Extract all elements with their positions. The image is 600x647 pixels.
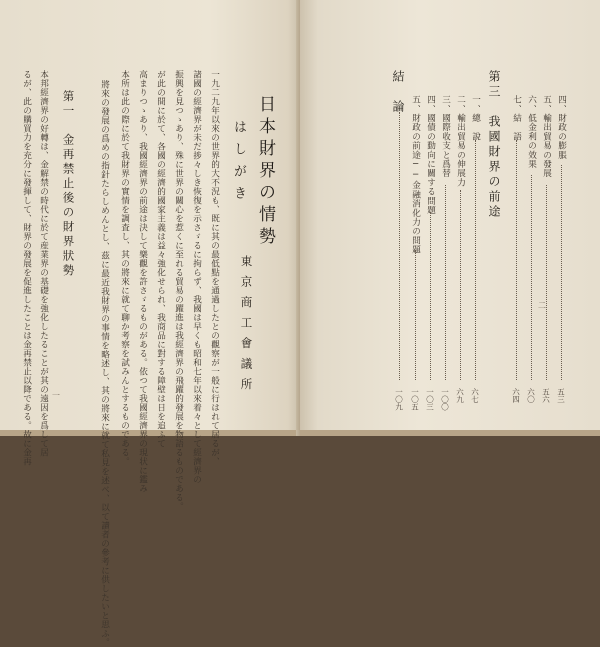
toc-item: 五、財政の前途──金融消化力の問題 bbox=[410, 95, 421, 255]
toc-leader bbox=[415, 250, 417, 380]
section-line: 本邦經濟界の好轉は、金解禁の時代に於て産業界の基礎を強化したることが其の遠因を爲して居 bbox=[38, 70, 49, 457]
page-number: 一 bbox=[52, 391, 60, 400]
toc-item: 四、國債の動向に關する問題 bbox=[425, 95, 436, 215]
right-page bbox=[300, 0, 600, 436]
toc-item: 一、總 說 bbox=[470, 95, 481, 141]
preface-line: 振興を見つゝあり、殊に世界の關心を惹くに至れる貿易の躍進は我經濟界の飛躍的發展を物語るものである。 bbox=[173, 70, 184, 511]
toc-leader bbox=[430, 212, 432, 380]
toc-page-number: 一〇三 bbox=[425, 388, 435, 411]
toc-page-number: 六〇 bbox=[526, 388, 536, 403]
toc-page-number: 五六 bbox=[541, 388, 551, 403]
toc-item: 七、結 語 bbox=[511, 95, 522, 141]
toc-page-number: 五三 bbox=[556, 388, 566, 403]
book-title: 日本財界の情勢 bbox=[255, 95, 275, 249]
toc-item: 六、低金利の效果 bbox=[526, 95, 537, 169]
toc-page-number: 一〇〇 bbox=[440, 388, 450, 411]
preface-line: 高まりつゝあり、我國經濟界の前途は決して樂觀を許さゞるものがある。依つて我國經濟界の現状に鑑み bbox=[137, 70, 148, 493]
preface-line: 本所は此の際に於て我財界の實情を調査し、其の將來に就て聊か考察を試みんとするものである。 bbox=[119, 70, 130, 466]
toc-page-number: 六九 bbox=[455, 388, 465, 403]
preface-line: 將來の發展の爲めの指針たらしめんとし、茲に最近我財界の事情を略述し、其の將來に就て私見を述べ、以て讀者の參考に供したいと思ふ。 bbox=[99, 80, 110, 647]
section-line: るが、此の購買力を充分に發揮して、財界の發展を促進したことは金再禁止以降である。故に金再 bbox=[21, 70, 32, 466]
section-heading: 第一 金再禁止後の財界狀勢 bbox=[61, 90, 76, 279]
toc-leader bbox=[475, 140, 477, 380]
preface-line: 一九二九年以來の世界的大不況も、既に其の最低點を通過したとの觀察が一般に行はれて居るが、 bbox=[209, 70, 220, 466]
author-name: 東京商工會議所 bbox=[239, 255, 254, 399]
preface-line: 諸國の經濟界が未だ捗々しき恢復を示さゞるに拘らず、我國は早くも昭和七年以來着々として經濟界の bbox=[191, 70, 202, 484]
toc-page-number: 一〇五 bbox=[410, 388, 420, 411]
toc-leader bbox=[561, 165, 563, 380]
toc-leader bbox=[531, 175, 533, 380]
toc-item: 四、財政の膨脹 bbox=[556, 95, 567, 160]
toc-page-number: 六四 bbox=[511, 388, 521, 403]
toc-page-number: 六七 bbox=[470, 388, 480, 403]
toc-conclusion: 結 論 bbox=[391, 70, 405, 115]
toc-item: 二、輸出貿易の伸展力 bbox=[455, 95, 466, 187]
toc-leader bbox=[516, 140, 518, 380]
toc-page-number: 一〇九 bbox=[394, 388, 404, 411]
preface-heading: はしがき bbox=[231, 120, 246, 208]
preface-line: が此の間に於て、各國の經濟的國家主義は益々強化せられ、我商品に對する障壁は日を追ふて bbox=[155, 70, 166, 448]
toc-item: 三、國際收支と爲替 bbox=[440, 95, 451, 178]
toc-leader bbox=[445, 185, 447, 380]
toc-leader bbox=[546, 185, 548, 380]
toc-chapter-heading: 第三 我國財界の前途 bbox=[487, 70, 501, 220]
page-number: 二 bbox=[538, 301, 546, 310]
toc-leader bbox=[399, 112, 401, 380]
toc-item: 五、輸出貿易の發展 bbox=[541, 95, 552, 178]
toc-leader bbox=[460, 190, 462, 380]
